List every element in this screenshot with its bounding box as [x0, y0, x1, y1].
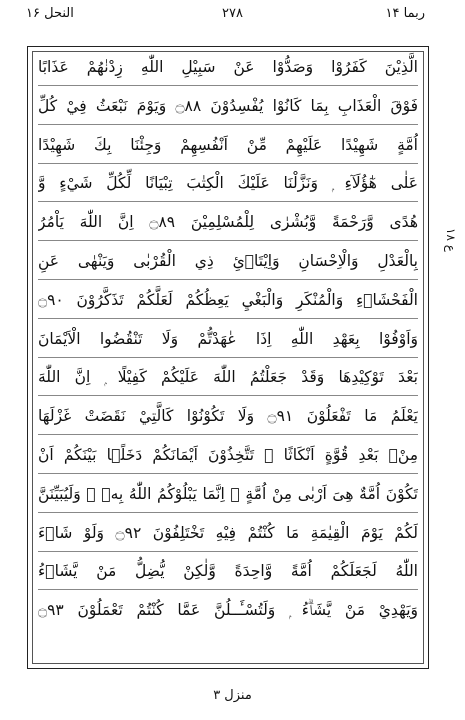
- ruku-margin-note: ع ۱۸: [444, 228, 458, 252]
- text-line: مِنْۢ بَعْدِ قُوَّةٍ اَنْكَاثًا ۭ تَتَّخِذُوْنَ اَيْمَانَكُمْ دَخَلًۢا بَيْنَكُمْ اَنْ: [38, 446, 418, 464]
- text-frame: [27, 46, 429, 669]
- page-number: ۲۷۸: [222, 6, 243, 21]
- manzil-footer: منزل ۳: [213, 688, 252, 703]
- text-line: لَكُمْ يَوْمَ الْقِيٰمَةِ مَا كُنْتُمْ فِيْهِ تَخْتَلِفُوْنَ ۝٩٢ وَلَوْ شَاۗءَ: [38, 523, 418, 542]
- text-line: الْفَحْشَاۗءِ وَالْمُنْكَرِ وَالْبَغْيِ يَعِظُكُمْ لَعَلَّكُمْ تَذَكَّرُوْنَ ۝٩٠: [38, 290, 418, 309]
- text-line: فَوْقَ الْعَذَابِ بِمَا كَانُوْا يُفْسِدُوْنَ ۝٨٨ وَيَوْمَ نَبْعَثُ فِيْ كُلِّ: [38, 96, 418, 115]
- text-line: اللّٰهُ لَجَعَلَكُمْ اُمَّةً وَّاحِدَةً وَّلٰكِنْ يُّضِلُّ مَنْ يَّشَاۗءُ: [38, 562, 418, 581]
- text-line: وَاَوْفُوْا بِعَهْدِ اللّٰهِ اِذَا عٰهَدْتُّمْ وَلَا تَنْقُضُوا الْاَيْمَانَ: [38, 329, 418, 348]
- text-line: تَكُوْنَ اُمَّةٌ هِىَ اَرْبٰى مِنْ اُمَّةٍ ۭ اِنَّمَا يَبْلُوْكُمُ اللّٰهُ بِهٖ ۭ وَلَيُبَيِّنَنَّ: [38, 484, 418, 503]
- surah-name: النحل ۱۶: [26, 6, 74, 21]
- text-line: وَيَهْدِيْ مَنْ يَّشَاۗءُ ۭ وَلَتُسْـَٔــلُنَّ عَمَّا كُنْتُمْ تَعْمَلُوْنَ ۝٩٣: [38, 601, 418, 620]
- text-line: الَّذِيْنَ كَفَرُوْا وَصَدُّوْا عَنْ سَبِيْلِ اللّٰهِ زِدْنٰهُمْ عَذَابًا: [38, 58, 418, 76]
- text-line: هُدًى وَّرَحْمَةً وَّبُشْرٰى لِلْمُسْلِمِيْنَ ۝٨٩ اِنَّ اللّٰهَ يَاْمُرُ: [38, 213, 418, 232]
- page-header-right: ربما ۱۴: [385, 6, 425, 21]
- text-line: اُمَّةٍ شَهِيْدًا عَلَيْهِمْ مِّنْ اَنْفُسِهِمْ وَجِئْنَا بِكَ شَهِيْدًا: [38, 135, 418, 154]
- text-line: بَعْدَ تَوْكِيْدِهَا وَقَدْ جَعَلْتُمُ اللّٰهَ عَلَيْكُمْ كَفِيْلًا ۭ اِنَّ اللّٰهَ: [38, 368, 418, 387]
- text-line: عَلٰى هٰٓؤُلَآءِ ۭ وَنَزَّلْنَا عَلَيْكَ الْكِتٰبَ تِبْيَانًا لِّكُلِّ شَيْءٍ وَّ: [38, 174, 418, 193]
- text-line: يَعْلَمُ مَا تَفْعَلُوْنَ ۝٩١ وَلَا تَكُوْنُوْا كَالَّتِيْ نَقَضَتْ غَزْلَهَا: [38, 407, 418, 426]
- text-line: بِالْعَدْلِ وَالْاِحْسَانِ وَاِيْتَاۗئِ ذِي الْقُرْبٰى وَيَنْهٰى عَنِ: [38, 252, 418, 270]
